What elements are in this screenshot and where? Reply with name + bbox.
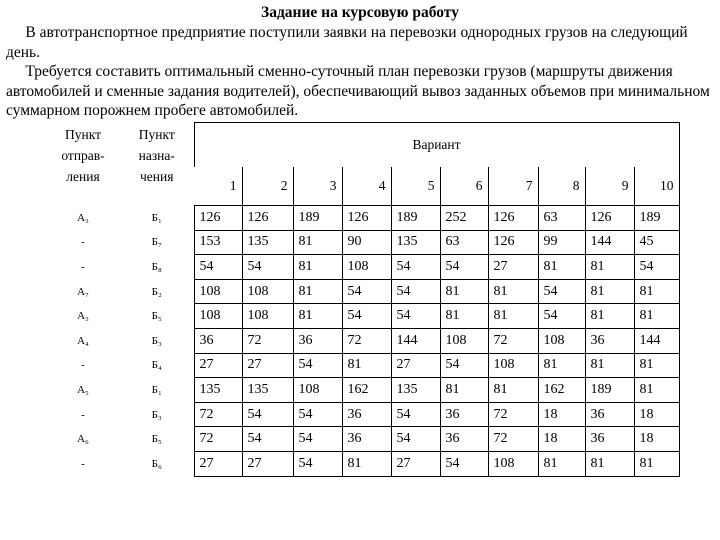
origin-point-cell: -: [81, 408, 85, 421]
variant-number-5: 5: [391, 167, 440, 206]
volume-cell: 81: [488, 378, 538, 403]
volume-cell: 81: [342, 353, 391, 378]
volume-cell: 54: [538, 304, 585, 329]
volume-cell: 144: [634, 328, 679, 353]
volume-cell: 108: [293, 378, 342, 403]
volume-cell: 27: [242, 353, 293, 378]
volume-cell: 72: [194, 427, 242, 452]
volume-cell: 72: [488, 427, 538, 452]
volume-cell: 27: [194, 451, 242, 476]
volume-cell: 63: [440, 230, 488, 255]
volume-cell: 72: [488, 328, 538, 353]
volume-cell: 81: [634, 451, 679, 476]
dest-header-line-1: Пункт: [138, 126, 175, 142]
variant-number-1: 1: [194, 167, 242, 206]
volume-cell: 108: [194, 279, 242, 304]
volume-cell: 81: [538, 451, 585, 476]
destination-point-cell: Б₅: [151, 433, 162, 446]
volume-cell: 36: [585, 328, 634, 353]
volume-cell: 189: [391, 206, 440, 231]
volume-cell: 63: [538, 206, 585, 231]
table-row: [46, 328, 679, 353]
volume-cell: 54: [391, 304, 440, 329]
volume-cell: 81: [585, 279, 634, 304]
volume-cell: 90: [342, 230, 391, 255]
volume-cell: 135: [242, 378, 293, 403]
volume-cell: 81: [538, 353, 585, 378]
volume-cell: 45: [634, 230, 679, 255]
volume-cell: 126: [488, 230, 538, 255]
volume-cell: 81: [585, 304, 634, 329]
volume-cell: 27: [242, 451, 293, 476]
destination-column-header: [120, 123, 194, 206]
volume-cell: 99: [538, 230, 585, 255]
origin-header-line-2: отправ-: [61, 147, 105, 163]
destination-point-cell: Б₂: [151, 285, 162, 298]
destination-point-cell: Б₈: [151, 260, 162, 273]
volume-cell: 54: [391, 427, 440, 452]
table-row: [46, 451, 679, 476]
table-row: [46, 402, 679, 427]
destination-point-cell: Б₁: [151, 211, 162, 224]
volume-cell: 126: [242, 206, 293, 231]
task-paragraph-1: [6, 23, 714, 62]
volume-cell: 36: [342, 402, 391, 427]
volume-cell: 153: [194, 230, 242, 255]
origin-header-line-3: ления: [66, 168, 100, 184]
volume-cell: 81: [342, 451, 391, 476]
origin-point-cell: А₃: [77, 310, 89, 323]
volume-cell: 36: [293, 328, 342, 353]
volume-cell: 108: [538, 328, 585, 353]
destination-point-cell: Б₃: [151, 408, 162, 421]
origin-point-cell: -: [81, 457, 85, 470]
dest-header-line-2: назна-: [138, 147, 175, 163]
cargo-variants-table: [46, 122, 680, 477]
volume-cell: 27: [391, 353, 440, 378]
volume-cell: 135: [391, 378, 440, 403]
volume-cell: 27: [194, 353, 242, 378]
volume-cell: 126: [194, 206, 242, 231]
volume-cell: 18: [634, 427, 679, 452]
volume-cell: 54: [293, 427, 342, 452]
volume-cell: 81: [634, 304, 679, 329]
table-row: [46, 304, 679, 329]
volume-cell: 162: [342, 378, 391, 403]
volume-cell: 108: [342, 255, 391, 280]
variant-number-8: 8: [538, 167, 585, 206]
volume-cell: 36: [440, 402, 488, 427]
volume-cell: 54: [293, 353, 342, 378]
volume-cell: 36: [194, 328, 242, 353]
volume-cell: 18: [634, 402, 679, 427]
volume-cell: 81: [634, 378, 679, 403]
volume-cell: 81: [440, 304, 488, 329]
volume-cell: 36: [440, 427, 488, 452]
volume-cell: 81: [538, 255, 585, 280]
variant-number-3: 3: [293, 167, 342, 206]
volume-cell: 135: [391, 230, 440, 255]
table-row: [46, 353, 679, 378]
destination-point-cell: Б₁: [151, 383, 162, 396]
volume-cell: 162: [538, 378, 585, 403]
table-row: [46, 206, 679, 231]
volume-cell: 126: [488, 206, 538, 231]
volume-cell: 81: [634, 279, 679, 304]
volume-cell: 54: [634, 255, 679, 280]
volume-cell: 81: [634, 353, 679, 378]
volume-cell: 18: [538, 402, 585, 427]
table-row: [46, 279, 679, 304]
dest-header-line-3: чения: [140, 168, 174, 184]
volume-cell: 189: [585, 378, 634, 403]
destination-point-cell: Б₅: [151, 310, 162, 323]
volume-cell: 36: [585, 402, 634, 427]
volume-cell: 81: [488, 304, 538, 329]
volume-cell: 72: [242, 328, 293, 353]
volume-cell: 126: [585, 206, 634, 231]
volume-cell: 54: [293, 402, 342, 427]
volume-cell: 54: [440, 353, 488, 378]
destination-point-cell: Б₆: [151, 457, 162, 470]
volume-cell: 81: [488, 279, 538, 304]
task-paragraph-2-text: Требуется составить оптимальный сменно-суточный план перевозки грузов (маршруты движения автомобилей и сменные задания водителей), обеспечивающий вывоз заданных объемов при минимальном суммарном порожнем пробеге автомобилей.: [6, 63, 710, 119]
destination-point-cell: Б₄: [151, 359, 162, 372]
variant-number-9: 9: [585, 167, 634, 206]
table-row: [46, 378, 679, 403]
volume-cell: 54: [538, 279, 585, 304]
origin-header-line-1: Пункт: [64, 126, 101, 142]
volume-cell: 81: [293, 255, 342, 280]
volume-cell: 54: [391, 255, 440, 280]
variant-number-2: 2: [242, 167, 293, 206]
volume-cell: 135: [242, 230, 293, 255]
volume-cell: 81: [293, 279, 342, 304]
volume-cell: 108: [488, 353, 538, 378]
volume-cell: 54: [342, 304, 391, 329]
volume-cell: 81: [293, 230, 342, 255]
variant-number-7: 7: [488, 167, 538, 206]
volume-cell: 135: [194, 378, 242, 403]
volume-cell: 36: [342, 427, 391, 452]
volume-cell: 54: [342, 279, 391, 304]
volume-cell: 108: [440, 328, 488, 353]
volume-cell: 27: [391, 451, 440, 476]
volume-cell: 108: [242, 304, 293, 329]
volume-cell: 81: [585, 451, 634, 476]
destination-point-cell: Б₃: [151, 334, 162, 347]
table-row: [46, 230, 679, 255]
volume-cell: 108: [242, 279, 293, 304]
table-row: [46, 427, 679, 452]
volume-cell: 81: [440, 378, 488, 403]
volume-cell: 54: [242, 402, 293, 427]
volume-cell: 252: [440, 206, 488, 231]
origin-point-cell: -: [81, 260, 85, 273]
origin-point-cell: -: [81, 236, 85, 249]
task-paragraph-1-text: В автотранспортное предприятие поступили заявки на перевозки однородных грузов на следующий день.: [6, 24, 688, 61]
volume-cell: 54: [242, 255, 293, 280]
origin-point-cell: А₃: [77, 211, 89, 224]
destination-point-cell: Б₇: [151, 236, 162, 249]
volume-cell: 144: [585, 230, 634, 255]
volume-cell: 126: [342, 206, 391, 231]
volume-cell: 189: [634, 206, 679, 231]
variant-header: Вариант: [194, 123, 679, 168]
volume-cell: 54: [242, 427, 293, 452]
volume-cell: 81: [440, 279, 488, 304]
task-paragraph-2: [6, 62, 714, 121]
volume-cell: 144: [391, 328, 440, 353]
volume-cell: 189: [293, 206, 342, 231]
volume-cell: 27: [488, 255, 538, 280]
volume-cell: 81: [293, 304, 342, 329]
table-row: [46, 255, 679, 280]
variant-number-10: 10: [634, 167, 679, 206]
origin-point-cell: А₄: [77, 334, 89, 347]
origin-point-cell: А₅: [77, 383, 89, 396]
document-title: Задание на курсовую работу: [261, 4, 459, 21]
volume-cell: 108: [194, 304, 242, 329]
volume-cell: 54: [440, 451, 488, 476]
variant-number-6: 6: [440, 167, 488, 206]
volume-cell: 81: [585, 353, 634, 378]
origin-point-cell: А₆: [77, 433, 89, 446]
volume-cell: 18: [538, 427, 585, 452]
volume-cell: 72: [488, 402, 538, 427]
variant-number-4: 4: [342, 167, 391, 206]
volume-cell: 54: [391, 402, 440, 427]
volume-cell: 108: [488, 451, 538, 476]
volume-cell: 81: [585, 255, 634, 280]
volume-cell: 36: [585, 427, 634, 452]
volume-cell: 54: [194, 255, 242, 280]
volume-cell: 54: [440, 255, 488, 280]
origin-column-header: [46, 123, 120, 206]
volume-cell: 72: [194, 402, 242, 427]
volume-cell: 54: [293, 451, 342, 476]
origin-point-cell: -: [81, 359, 85, 372]
volume-cell: 54: [391, 279, 440, 304]
origin-point-cell: А₇: [77, 285, 89, 298]
volume-cell: 72: [342, 328, 391, 353]
